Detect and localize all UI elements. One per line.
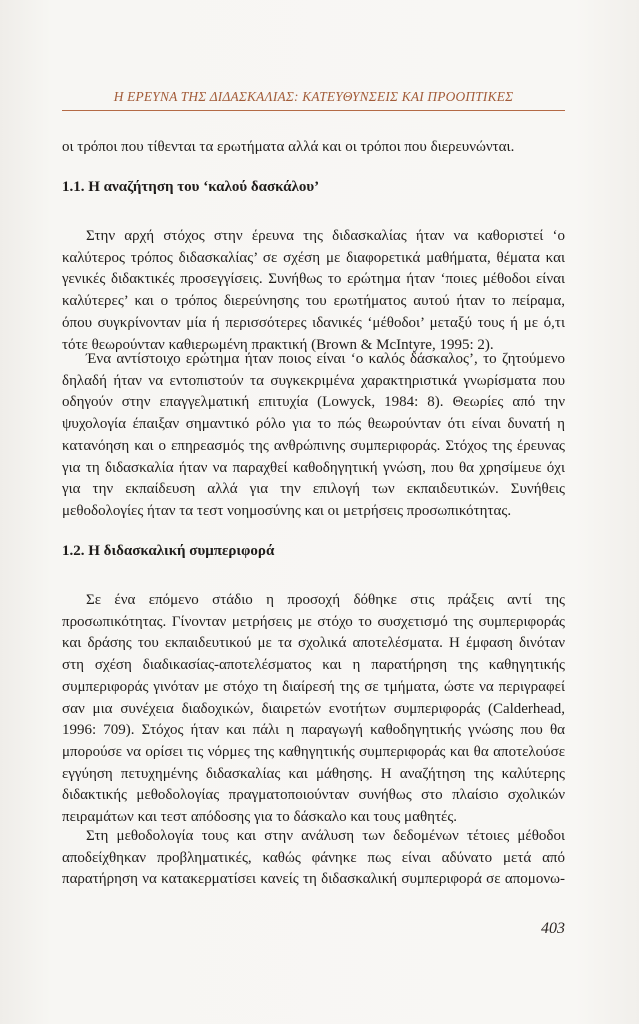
- paragraph-3: [62, 590, 565, 829]
- paragraph-4: [62, 826, 565, 891]
- running-header: Η ΕΡΕΥΝΑ ΤΗΣ ΔΙΔΑΣΚΑΛΙΑΣ: ΚΑΤΕΥΘΥΝΣΕΙΣ ΚΑΙ ΠΡΟΟΠΤΙΚΕΣ: [113, 89, 514, 104]
- page-number: 403: [541, 920, 565, 937]
- lead-line: οι τρόποι που τίθενται τα ερωτήματα αλλά και οι τρόποι που διερευνώνται.: [62, 139, 515, 155]
- section-heading-1-2: 1.2. Η διδασκαλική συμπεριφορά: [62, 543, 275, 559]
- paragraph-1: [62, 226, 565, 356]
- paragraph-3-text: Σε ένα επόμενο στάδιο η προσοχή δόθηκε στις πράξεις αντί της προσωπικότητας. Γίνονταν μετρήσεις με στόχο το συσχετισμό της συμπεριφοράς και δράσης του εκπαιδευτικού με τα σχολικά αποτελέσματα. Η έμφαση δινόταν στη σχέση διαδικασίας-αποτελέσματος και η παρατήρηση της καθηγητικής συμπεριφοράς γινόταν με στόχο τη διαίρεσή της σε τμήματα, ώστε να περιγραφεί σαν μια συνέχεια διαδοχικών, διαιρετών ενοτήτων συμπεριφοράς (Calderhead, 1996: 709). Στόχος ήταν και πάλι η παραγωγή καθοδηγητικής γνώσης που θα μπορούσε να ορίσει τις νόρμες της καθηγητικής συμπεριφοράς και θα αποτελούσε εγγύηση πετυχημένης διδασκαλίας και μάθησης. Η αναζήτηση της καλύτερης διδακτικής μεθοδολογίας πραγματοποιούνταν συνήθως στο πλαίσιο σχολικών πειραμάτων και τεστ απόδοσης για το δάσκαλο και τους μαθητές.: [62, 592, 565, 826]
- paragraph-4-text: Στη μεθοδολογία τους και στην ανάλυση των δεδομένων τέτοιες μέθοδοι αποδείχθηκαν προβληματικές, καθώς φάνηκε πως είναι αδύνατο μετά από παρατήρηση να κατακερματίσει κανείς τη διδασκαλική συμπεριφορά σε απομονω-: [62, 828, 565, 888]
- header-rule: [62, 110, 565, 111]
- section-heading-1-1: 1.1. Η αναζήτηση του ‘καλού δασκάλου’: [62, 179, 320, 195]
- paragraph-2: [62, 349, 565, 523]
- paragraph-2-text: Ένα αντίστοιχο ερώτημα ήταν ποιος είναι ‘ο καλός δάσκαλος’, το ζητούμενο δηλαδή ήταν να εντοπιστούν τα συγκεκριμένα χαρακτηριστικά γνωρίσματα που οδηγούν στην επαγγελματική επιτυχία (Lowyck, 1984: 8). Θεωρίες από την ψυχολογία έπαιξαν σημαντικό ρόλο για το πώς θεωρούνταν ότι είναι δυνατή η κατανόηση και ο επηρεασμός της ανθρώπινης συμπεριφοράς. Στόχος της έρευνας για τη διδασκαλία ήταν να παραχθεί καθοδηγητική γνώση, που θα χρησίμευε όχι για την εκπαίδευση αλλά για την επιλογή των εκπαιδευτικών. Συνήθεις μεθοδολογίες ήταν τα τεστ νοημοσύνης και οι μετρήσεις προσωπικότητας.: [62, 351, 565, 519]
- paragraph-1-text: Στην αρχή στόχος στην έρευνα της διδασκαλίας ήταν να καθοριστεί ‘ο καλύτερος τρόπος διδασκαλίας’ σε σχέση με διαφορετικά μαθήματα, θέματα και γενικές διδακτικές προσεγγίσεις. Συνήθως το ερώτημα ήταν ‘ποιες μέθοδοι είναι καλύτερες’ και ο τρόπος διερεύνησης του ερωτήματος αυτού ήταν το πείραμα, όπου συγκρίνονταν μία ή περισσότερες ιδανικές ‘μέθοδοι’ μεταξύ τους ή με ό,τι τότε θεωρούνταν καθιερωμένη πρακτική (Brown & McIntyre, 1995: 2).: [62, 228, 565, 353]
